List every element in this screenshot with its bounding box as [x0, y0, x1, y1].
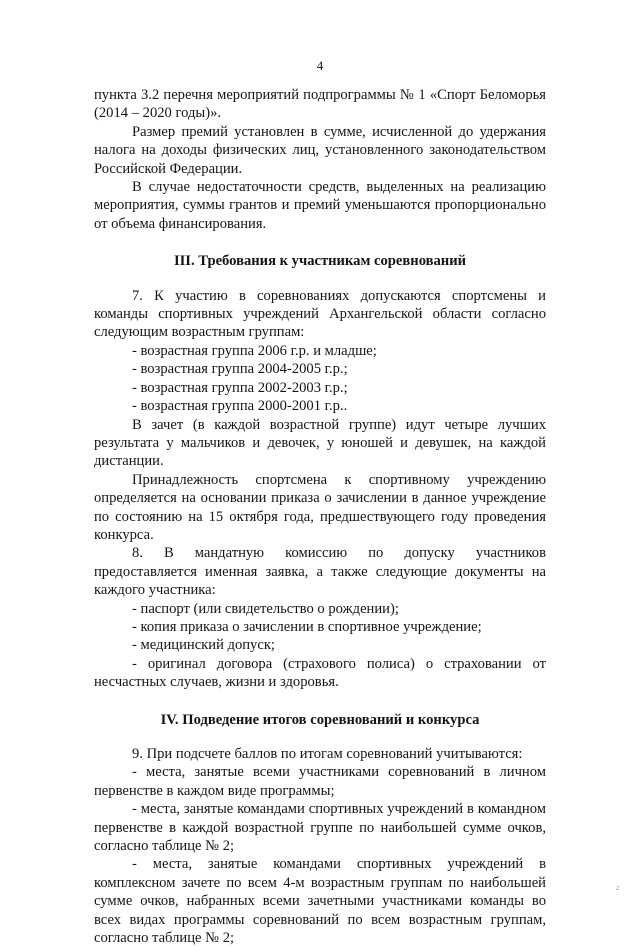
section-heading-requirements: III. Требования к участникам соревнований	[173, 253, 467, 270]
document-item: - медицинский допуск;	[132, 637, 275, 654]
paragraph-insufficient-funds: В случае недостаточности средств, выделенных на реализацию мероприятия, суммы грантов и премий уменьшаются пропорционально от объема финансирования.	[94, 179, 546, 232]
age-group-item: - возрастная группа 2004-2005 г.р.;	[132, 361, 348, 378]
document-item-insurance: - оригинал договора (страхового полиса) о страховании от несчастных случаев, жизни и здоровья.	[94, 655, 546, 691]
document-body	[94, 86, 546, 947]
page-number: 4	[316, 58, 324, 73]
age-group-item: - возрастная группа 2006 г.р. и младше;	[132, 342, 377, 359]
paragraph-prize-amount: Размер премий установлен в сумме, исчисленной до удержания налога на доходы физических лиц, установленного законодательством Российской Федерации.	[94, 123, 546, 177]
document-item: - копия приказа о зачислении в спортивное учреждение;	[132, 618, 482, 635]
paragraph-7-admission: 7. К участию в соревнованиях допускаются спортсмены и команды спортивных учреждений Архангельской области согласно следующим возрастным группам:	[94, 287, 546, 341]
scoring-item: - места, занятые командами спортивных учреждений в командном первенстве в каждой возрастной группе по наибольшей сумме очков, согласно таблице № 2;	[94, 801, 546, 855]
paragraph-9-scoring: 9. При подсчете баллов по итогам соревнований учитываются:	[132, 746, 523, 762]
age-group-item: - возрастная группа 2000-2001 г.р..	[132, 398, 348, 415]
paragraph-scoring-results: В зачет (в каждой возрастной группе) идут четыре лучших результата у мальчиков и девочек, у юношей и девушек, на каждой дистанции.	[94, 416, 546, 470]
section-heading-results: IV. Подведение итогов соревнований и конкурса	[160, 711, 480, 728]
paragraph-8-mandate-commission: 8. В мандатную комиссию по допуску участников предоставляется именная заявка, а также следующие документы на каждого участника:	[94, 545, 546, 599]
corner-mark: 2	[616, 886, 619, 892]
age-group-item: - возрастная группа 2002-2003 г.р.;	[132, 379, 348, 396]
scoring-item: - места, занятые всеми участниками соревнований в личном первенстве в каждом виде программы;	[94, 764, 546, 799]
paragraph-continuation: пункта 3.2 перечня мероприятий подпрограммы № 1 «Спорт Беломорья (2014 – 2020 годы)».	[94, 87, 546, 122]
scoring-item: - места, занятые командами спортивных учреждений в комплексном зачете по всем 4-м возрастным группам по наибольшей сумме очков, набранных всеми зачетными участниками команды во всех видах программы соревнований по всем возрастным группам, согласно таблице № 2;	[94, 856, 546, 947]
paragraph-affiliation: Принадлежность спортсмена к спортивному учреждению определяется на основании приказа о зачислении в данное учреждение по состоянию на 15 октября года, предшествующего году проведения конкурса.	[94, 471, 546, 543]
document-item: - паспорт (или свидетельство о рождении);	[132, 600, 399, 617]
